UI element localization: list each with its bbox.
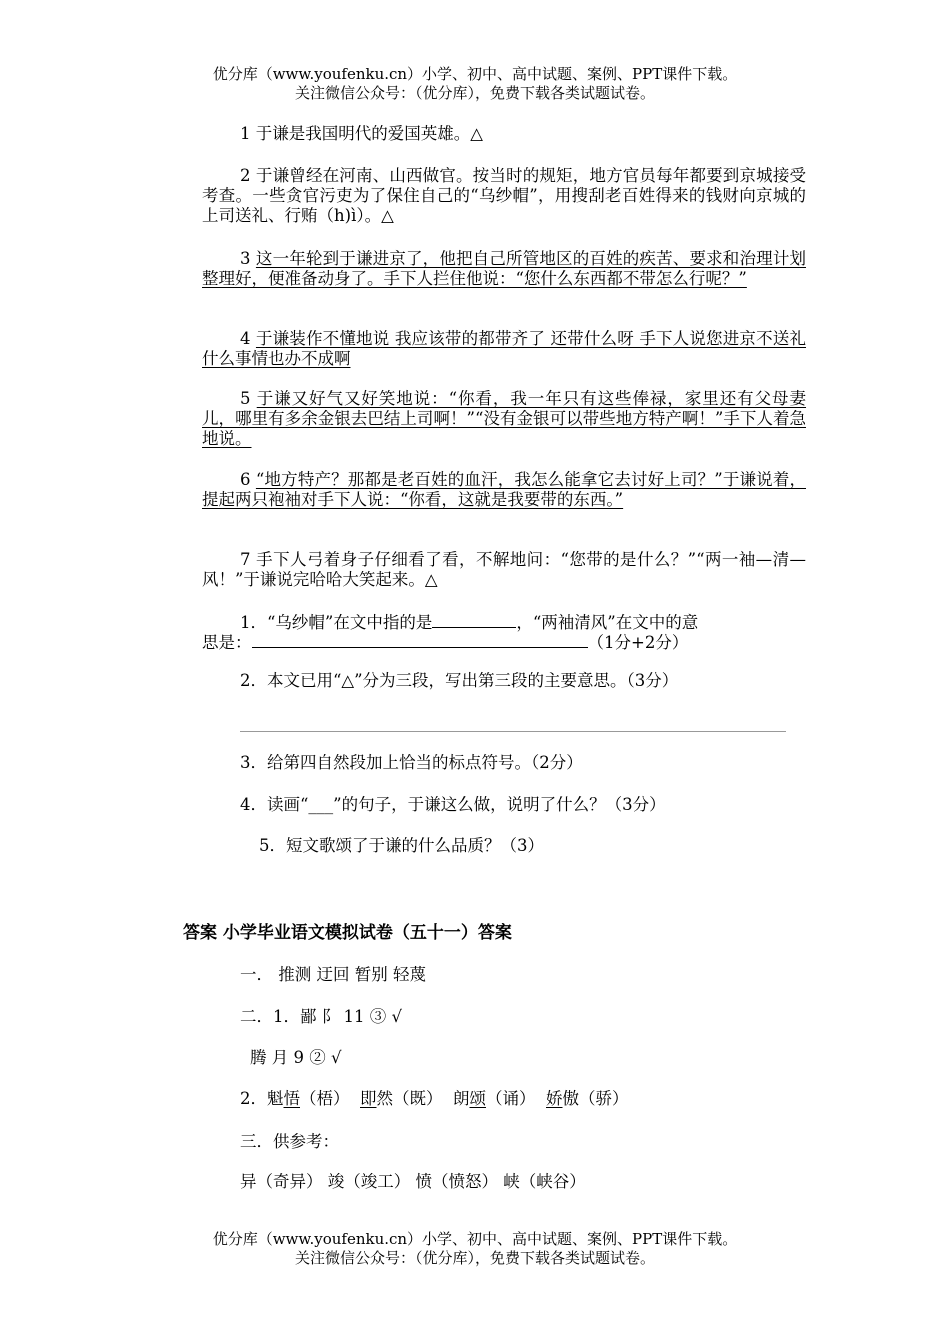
paragraph-1 <box>202 124 806 144</box>
paragraph-6 <box>202 470 806 510</box>
question-3: 3．给第四自然段加上恰当的标点符号。（2分） <box>240 753 583 772</box>
answer-2-line-2: 腾 月 9 ② √ <box>250 1048 342 1067</box>
question-4: 4．读画“___”的句子，于谦这么做，说明了什么？（3分） <box>240 795 666 814</box>
underlined-char: 颂 <box>469 1089 486 1108</box>
question-1-line-1 <box>240 611 698 633</box>
underlined-char: 即 <box>360 1089 377 1108</box>
question-1-text-end: 思是： <box>202 633 252 652</box>
paragraph-5 <box>202 389 806 449</box>
answer-2-line-1: 二．1．鄙 阝 11 ③ √ <box>240 1007 402 1026</box>
answer-text: 然（既） 朗 <box>376 1089 470 1108</box>
question-5: 5．短文歌颂了于谦的什么品质？（3） <box>259 836 544 855</box>
paragraph-text: 手下人弓着身子仔细看了看，不解地问：“您带的是什么？”“两一袖—清—风！”于谦说完哈哈大笑起来。△ <box>202 550 806 589</box>
paragraph-text-underlined: 这一年轮到于谦进京了，他把自己所管地区的百姓的疾苦、要求和治理计划整理好，便准备动身了。手下人拦住他说：“您什么东西都不带怎么行呢？” <box>202 249 806 288</box>
answer-1: 一． 推测 迂回 暂别 轻蔑 <box>240 965 426 984</box>
paragraph-4 <box>202 329 806 369</box>
paragraph-text-underlined: 于谦装作不懂地说 我应该带的都带齐了 还带什么呀 手下人说您进京不送礼 什么事情也办不成啊 <box>202 329 806 368</box>
paragraph-2 <box>202 166 806 226</box>
question-2: 2．本文已用“△”分为三段，写出第三段的主要意思。（3分） <box>240 671 679 690</box>
header-line-2: 关注微信公众号：（优分库），免费下载各类试题试卷。 <box>294 84 655 102</box>
underlined-char: 悟 <box>283 1089 300 1108</box>
answers-title: 答案 小学毕业语文模拟试卷（五十一）答案 <box>183 923 512 943</box>
paragraph-number: 2 <box>240 166 251 185</box>
paragraph-number: 3 <box>240 249 251 268</box>
answer-3-words: 异（奇异） 竣（竣工） 愤（愤怒） 峡（峡谷） <box>240 1172 586 1191</box>
paragraph-text-underlined: 于谦又好气又好笑地说：“你看，我一年只有这些俸禄，家里还有父母妻儿，哪里有多余金银去巴结上司啊！”“没有金银可以带些地方特产啊！”手下人着急地说。 <box>202 389 807 448</box>
page-header <box>0 65 950 103</box>
paragraph-7 <box>202 550 806 590</box>
question-1-text: 1．“乌纱帽”在文中指的是 <box>240 613 433 632</box>
answer-text: （诵） <box>486 1089 546 1108</box>
paragraph-number: 1 <box>240 124 251 143</box>
question-1-line-2 <box>202 631 688 653</box>
page-footer <box>0 1230 950 1268</box>
answer-3: 三．供参考： <box>240 1132 339 1151</box>
question-1-text-cont: ，“两袖清风”在文中的意 <box>516 613 699 632</box>
paragraph-number: 4 <box>240 329 251 348</box>
answer-text: 傲（骄） <box>562 1089 629 1108</box>
answer-blank[interactable] <box>252 631 588 648</box>
footer-line-1: 优分库（www.youfenku.cn）小学、初中、高中试题、案例、PPT课件下载。 <box>212 1230 738 1248</box>
paragraph-3 <box>202 249 806 289</box>
paragraph-text: 于谦曾经在河南、山西做官。按当时的规矩，地方官员每年都要到京城接受考查。一些贪官污吏为了保住自己的“乌纱帽”，用搜刮老百姓得来的钱财向京城的上司送礼、行贿（h)ì）。△ <box>202 166 806 225</box>
underlined-char: 娇 <box>546 1089 563 1108</box>
paragraph-text-underlined: “地方特产？那都是老百姓的血汗，我怎么能拿它去讨好上司？”于谦说着，提起两只袍袖对手下人说：“你看，这就是我要带的东西。” <box>202 470 806 509</box>
answer-2-line-3 <box>240 1085 629 1109</box>
answer-line[interactable] <box>240 731 786 732</box>
paragraph-number: 6 <box>240 470 251 489</box>
paragraph-text: 于谦是我国明代的爱国英雄。△ <box>255 124 483 143</box>
answer-blank[interactable] <box>432 611 516 628</box>
answer-text: 2．魁 <box>240 1089 284 1108</box>
paragraph-number: 5 <box>240 389 251 408</box>
paragraph-number: 7 <box>240 550 251 569</box>
footer-line-2: 关注微信公众号：（优分库），免费下载各类试题试卷。 <box>294 1249 655 1267</box>
header-line-1: 优分库（www.youfenku.cn）小学、初中、高中试题、案例、PPT课件下载。 <box>212 65 738 83</box>
question-1-score: （1分+2分） <box>587 633 689 652</box>
answer-text: （梧） <box>300 1089 360 1108</box>
